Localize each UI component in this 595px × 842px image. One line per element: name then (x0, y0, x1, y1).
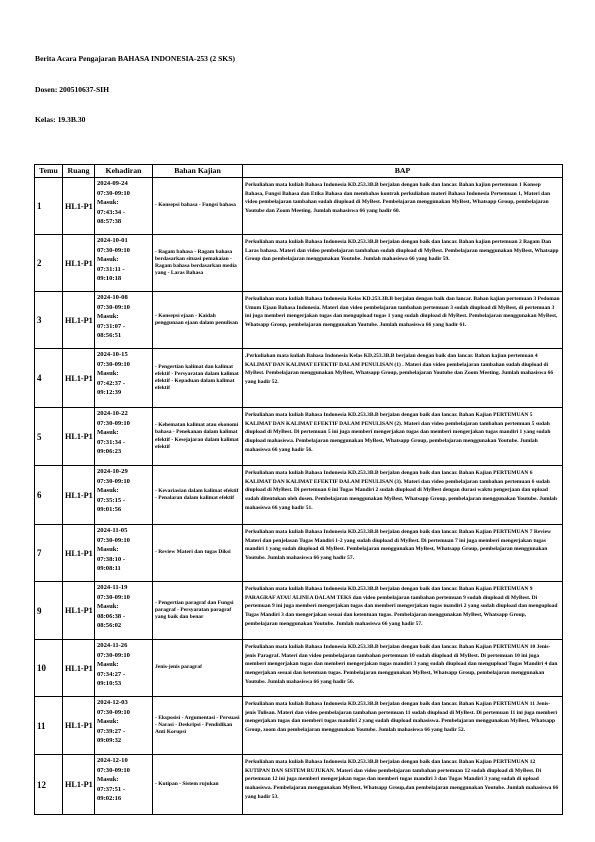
kehadiran-line: 07:31:07 - (97, 322, 126, 330)
cell-ruang: HL1-P1 (63, 349, 95, 408)
cell-kehadiran (95, 466, 153, 525)
table-row (35, 640, 563, 697)
kehadiran-line: 07:30-09:10 (97, 536, 130, 544)
cell-bahan-kajian: - Kehematan kalimat atau ekonomi bahasa - Penekanan dalam kalimat efektif - Kesejajaran dalam kalimat efektif (153, 408, 243, 466)
kehadiran-line: 08:06:38 - (97, 612, 126, 620)
kehadiran-line: Masuk: (97, 256, 119, 264)
kehadiran-line: 2024-10-29 (97, 468, 128, 475)
kehadiran-line: 07:37:51 - (97, 785, 126, 793)
kehadiran-line: Masuk: (97, 370, 119, 378)
cell-bap: Perkuliahan mata kuliah Bahasa Indonesia KD.253.3B.B berjalan dengan baik dan lancar. Bahan Kajian PERTEMUAN 7 Review Materi dan penjelasan Tugas Mandiri 1-2 yang sudah diupload di MyBest. Di pertemuan 7 ini juga memberi mengerjakan tugas mandiri 1 yang sudah diupload di MyBest. Pembelajaran menggunakan MyBest, Whatsapp Group, pembelajaran menggunakan Youtube. Jumlah mahasiswa 66 yang hadir 57. (243, 525, 563, 582)
kehadiran-line: 2024-11-19 (97, 584, 128, 591)
table-row (35, 697, 563, 755)
kehadiran-line: 07:30-09:10 (97, 303, 130, 311)
kehadiran-line: 09:12:39 (97, 389, 122, 397)
cell-ruang: HL1-P1 (63, 408, 95, 466)
cell-temu: 10 (35, 640, 63, 697)
cell-bahan-kajian: - Kutipan - Sistem rujukan (153, 755, 243, 815)
bap-table (34, 164, 563, 815)
cell-temu: 1 (35, 178, 63, 235)
kehadiran-line: 2024-11-05 (97, 527, 128, 534)
cell-kehadiran (95, 178, 153, 235)
table-row (35, 525, 563, 582)
kehadiran-line: Masuk: (97, 718, 119, 726)
column-header-bahan-kajian: Bahan Kajian (153, 165, 243, 178)
cell-kehadiran (95, 408, 153, 466)
cell-bahan-kajian: - Pengertian kalimat dan kalimat efektif - Persyaratan dalam kalimat efektif - Kepaduan dalam kalimat efektif (153, 349, 243, 408)
kehadiran-line: 09:06:23 (97, 448, 122, 456)
cell-temu: 6 (35, 466, 63, 525)
kehadiran-line: 07:30-09:10 (97, 419, 130, 427)
cell-temu: 12 (35, 755, 63, 815)
cell-temu: 5 (35, 408, 63, 466)
kehadiran-line: 2024-11-26 (97, 642, 128, 649)
table-row (35, 349, 563, 408)
kehadiran-line: Masuk: (97, 487, 119, 495)
cell-bahan-kajian: - Ragam bahasa - Ragam bahasa berdasarkan situasi pemakaian - Ragam bahasa berdasarkan media yang - Laras Bahasa (153, 235, 243, 292)
kehadiran-line: 07:43:34 - (97, 208, 126, 216)
table-row (35, 292, 563, 349)
kehadiran-line: 07:30-09:10 (97, 593, 130, 601)
cell-temu: 4 (35, 349, 63, 408)
kehadiran-line: 09:10:18 (97, 275, 122, 283)
kehadiran-line: Masuk: (97, 546, 119, 554)
cell-kehadiran (95, 292, 153, 349)
cell-bahan-kajian: - Konsepsi bahasa - Fungsi bahasa (153, 178, 243, 235)
kehadiran-line: Masuk: (97, 661, 119, 669)
kehadiran-line: 07:34:27 - (97, 670, 126, 678)
cell-bahan-kajian: - Konsepsi ejaan - Kaidah penggunaan ejaan dalam penulisan (153, 292, 243, 349)
kehadiran-line: 07:31:11 - (97, 265, 125, 273)
kehadiran-line: 08:56:51 (97, 332, 122, 340)
kehadiran-line: 07:30-09:10 (97, 189, 130, 197)
table-header-row (35, 165, 563, 178)
cell-bap: Perkuliahan mata kuliah Bahasa Indonesia KD.253.3B.B berjalan dengan baik dan lancar. Bahan Kajian PERTEMUAN 10 Jenis-jenis Paragraf. Materi dan video pembelajaran tambahan pertemuan 10 sudah diupload di MyBest. Di pertemuan 10 ini juga memberi mengerjakan tugas dan memberi mengerjakan tugas mandiri 3 yang sudah diupload dan mengupload Tugas Mandiri 4 dan mengerjakan sesuai dan ketentuan tugas. Pembelajaran menggunakan MyBest, Whatsapp Group, pembelajaran menggunakan Youtube. Jumlah mahasiswa 66 yang hadir 56. (243, 640, 563, 697)
lecturer-line: Dosen: 200510637-SIH (35, 85, 110, 94)
kehadiran-line: 09:01:56 (97, 506, 122, 514)
cell-ruang: HL1-P1 (63, 525, 95, 582)
kehadiran-line: 07:35:15 - (97, 496, 126, 504)
kehadiran-line: Masuk: (97, 603, 119, 611)
cell-bap: Perkuliahan mata kuliah Bahasa Indonesia KD.253.3B.B berjalan dengan baik dan lancar. Bahan Kajian PERTEMUAN 5 KALIMAT DAN KALIMAT EFEKTIF DALAM PENULISAN (2). Materi dan video pembelajaran tambahan pertemuan 5 sudah diupload di MyBest. Di pertemuan 5 ini juga memberi mengerjakan tugas dan memberi mengerjakan tugas mandiri 1 yang sudah diupload mahasiswa. Pembelajaran menggunakan MyBest, Whatsapp Group, pembelajaran menggunakan Youtube. Jumlah mahasiswa 66 yang hadir 56. (243, 408, 563, 466)
kehadiran-line: 07:39:27 - (97, 727, 126, 735)
cell-bap: Perkuliahan mata kuliah Bahasa Indonesia Kelas KD.253.3B.B berjalan dengan baik dan lancar. Bahan kajian pertemuan 3 Pedoman Umum Ejaan Bahasa Indonesia. Materi dan video pembelajaran tambahan pertemuan 3 sudah diupload di MyBest, di pertemuan 3 ini juga memberi mengerjakan tugas dan mengupload tugas 1 yang sudah diupload di MyBest. Pembelajaran menggunakan MyBest, Whatsapp Group, pembelajaran menggunakan Youtube. Jumlah mahasiswa 66 yang hadir 61. (243, 292, 563, 349)
table-row (35, 582, 563, 640)
kehadiran-line: Masuk: (97, 429, 119, 437)
kehadiran-line: 2024-10-22 (97, 410, 128, 417)
cell-kehadiran (95, 697, 153, 755)
kehadiran-line: 08:57:38 (97, 218, 122, 226)
cell-kehadiran (95, 349, 153, 408)
kehadiran-line: 08:56:02 (97, 622, 122, 630)
cell-bap: Perkuliahan mata kuliah Bahasa Indonesia KD.253.3B.B berjalan dengan baik dan lancar. Bahan Kajian PERTEMUAN 12 KUTIPAN DAN SISTEM RUJUKAN. Materi dan video pembelajaran tambahan pertemuan 12 sudah diupload di MyBest. Di pertemuan 12 ini juga memberi mengerjakan tugas dan memberi tugas mandiri 3 dan Tugas Mandiri 3 yang sudah di upload mahasiswa. Pembelajaran menggunakan MyBest, Whatsapp Group,dan pembelajaran menggunakan Youtube. Jumlah mahasiswa 66 yang hadir 53. (243, 755, 563, 815)
kehadiran-line: 2024-09-24 (97, 180, 128, 187)
kehadiran-line: Masuk: (97, 199, 119, 207)
kehadiran-line: 07:30-09:10 (97, 651, 130, 659)
cell-bahan-kajian: Jenis-jenis paragraf (153, 640, 243, 697)
cell-bahan-kajian: - Pengertian paragraf dan Fungsi paragraf - Persyaratan paragraf yang baik dan benar (153, 582, 243, 640)
cell-kehadiran (95, 640, 153, 697)
kehadiran-line: 2024-12-10 (97, 757, 128, 764)
cell-kehadiran (95, 235, 153, 292)
cell-bahan-kajian: - Eksposisi - Argumentasi - Persuasi - Narasi - Deskripsi - Pendidikan Anti Korupsi (153, 697, 243, 755)
class-line: Kelas: 19.3B.30 (35, 115, 86, 124)
kehadiran-line: 07:31:34 - (97, 438, 126, 446)
kehadiran-line: 2024-10-15 (97, 351, 128, 358)
kehadiran-line: 09:02:16 (97, 795, 122, 803)
cell-kehadiran (95, 582, 153, 640)
kehadiran-line: Masuk: (97, 776, 119, 784)
column-header-kehadiran: Kehadiran (95, 165, 153, 178)
cell-bahan-kajian: - Kevariasian dalam kalimat efektif - Penalaran dalam kalimat efektif (153, 466, 243, 525)
cell-ruang: HL1-P1 (63, 582, 95, 640)
kehadiran-line: 09:08:11 (97, 565, 121, 573)
cell-bap: Perkuliahan mata kuliah Bahasa Indonesia KD.253.3B.B berjalan dengan baik dan lancar. Bahan Kajian PERTEMUAN 11 Jenis-jenis Tulisan. Materi dan video pembelajaran tambahan pertemuan 11 sudah diupload di MyBest. Di pertemuan 11 ini juga memberi mengerjakan tugas dan memberi tugas mandiri 2 yang sudah diupload mahasiswa. Pembelajaran menggunakan MyBest, Whatsapp Group, zoom dan pembelajaran menggunakan Youtube. Jumlah mahasiswa 66 yang hadir 52. (243, 697, 563, 755)
cell-bap: Perkuliahan mata kuliah Bahasa Indonesia KD.253.3B.B berjalan dengan baik dan lancar. Bahan Kajian PERTEMUAN 9 PARAGRAF ATAU ALINEA DALAM TEKS dan video pembelajaran tambahan pertemuan 9 sudah diupload di MyBest. Di pertemuan 9 ini juga memberi mengerjakan tugas dan memberi mengerjakan tugas mandiri 2 yang sudah diupload dan mengupload Tugas Mandiri 3 dan mengerjakan sesuai dan ketentuan tugas. Pembelajaran menggunakan MyBest, Whatsapp Group, pembelajaran menggunakan Youtube. Jumlah mahasiswa 66 yang hadir 57. (243, 582, 563, 640)
cell-bap: Perkuliahan mata kuliah Bahasa Indonesia KD.253.3B.B berjalan dengan baik dan lancar. Bahan Kajian PERTEMUAN 6 KALIMAT DAN KALIMAT EFEKTIF DALAM PENULISAN (3). Materi dan video pembelajaran tambahan pertemuan 6 sudah diupload di MyBest. Di pertemuan 6 ini Tugas Mandiri 2 sudah diupload di MyBest dengan durasi waktu pengerjaan dan upload sudah ditentukan oleh dosen. Pembelajaran menggunakan MyBest, Whatsapp Group, pembelajaran menggunakan Youtube. Jumlah mahasiswa 66 yang hadir 51. (243, 466, 563, 525)
table-row (35, 235, 563, 292)
column-header-temu: Temu (35, 165, 63, 178)
document-title: Berita Acara Pengajaran BAHASA INDONESIA-253 (2 SKS) (35, 54, 235, 63)
cell-kehadiran (95, 755, 153, 815)
kehadiran-line: Masuk: (97, 313, 119, 321)
cell-temu: 7 (35, 525, 63, 582)
kehadiran-line: 07:30-09:10 (97, 360, 130, 368)
cell-bap: Perkuliahan mata kuliah Bahasa Indonesia KD.253.3B.B berjalan dengan baik dan lancar. Bahan kajian pertemuan 1 Konsep Bahasa, Fungsi Bahasa dan Etika Bahasa dan membahas kontrak perkuliahan materi Bahasa Indonesia Pertemuan 1, Materi dan video pembelajaran tambahan sudah diupload di MyBest. Pembelajaran menggunakan MyBest, Whatsapp Group, pembelajaran Youtube dan Zoom Meeting. Jumlah mahasiswa 66 yang hadir 60. (243, 178, 563, 235)
cell-bahan-kajian: - Review Materi dan tugas Diksi (153, 525, 243, 582)
cell-temu: 11 (35, 697, 63, 755)
table-row (35, 466, 563, 525)
cell-ruang: HL1-P1 (63, 755, 95, 815)
kehadiran-line: 07:38:10 - (97, 555, 126, 563)
cell-temu: 2 (35, 235, 63, 292)
cell-ruang: HL1-P1 (63, 292, 95, 349)
cell-temu: 3 (35, 292, 63, 349)
table-row (35, 755, 563, 815)
cell-bap: Perkuliahan mata kuliah Bahasa Indonesia KD.253.3B.B berjalan dengan baik dan lancar. Bahan kajian pertemuan 2 Ragam Dan Laras bahasa. Materi dan video pembelajaran tambahan sudah diupload di MyBest. Pembelajaran menggunakan MyBest, Whatsapp Group dan pembelajaran menggunakan Youtube. Jumlah mahasiswa 66 yang hadir 59. (243, 235, 563, 292)
cell-ruang: HL1-P1 (63, 466, 95, 525)
cell-ruang: HL1-P1 (63, 235, 95, 292)
column-header-bap: BAP (243, 165, 563, 178)
table-row (35, 178, 563, 235)
kehadiran-line: 09:09:32 (97, 737, 122, 745)
table-row (35, 408, 563, 466)
kehadiran-line: 2024-10-08 (97, 294, 128, 301)
cell-ruang: HL1-P1 (63, 640, 95, 697)
kehadiran-line: 07:30-09:10 (97, 477, 130, 485)
cell-temu: 9 (35, 582, 63, 640)
kehadiran-line: 2024-12-03 (97, 699, 128, 706)
cell-ruang: HL1-P1 (63, 178, 95, 235)
kehadiran-line: 07:42:37 - (97, 379, 126, 387)
kehadiran-line: 07:30-09:10 (97, 766, 130, 774)
column-header-ruang: Ruang (63, 165, 95, 178)
kehadiran-line: 07:30-09:10 (97, 708, 130, 716)
kehadiran-line: 2024-10-01 (97, 237, 128, 244)
cell-bap: .Perkuliahan mata kuliah Bahasa Indonesia Kelas KD.253.3B.B berjalan dengan baik dan lancar. Bahan kajian pertemuan 4 KALIMAT DAN KALIMAT EFEKTIF DALAM PENULISAN (1) . Materi dan video pembelajaran tambahan sudah diupload di MyBest. Pembelajaran menggunakan MyBest, Whatsapp Group, pembelajaran Youtube dan Zoom Meeting. Jumlah mahasiswa 66 yang hadir 52. (243, 349, 563, 408)
kehadiran-line: 09:10:53 (97, 680, 122, 688)
kehadiran-line: 07:30-09:10 (97, 246, 130, 254)
cell-ruang: HL1-P1 (63, 697, 95, 755)
cell-kehadiran (95, 525, 153, 582)
